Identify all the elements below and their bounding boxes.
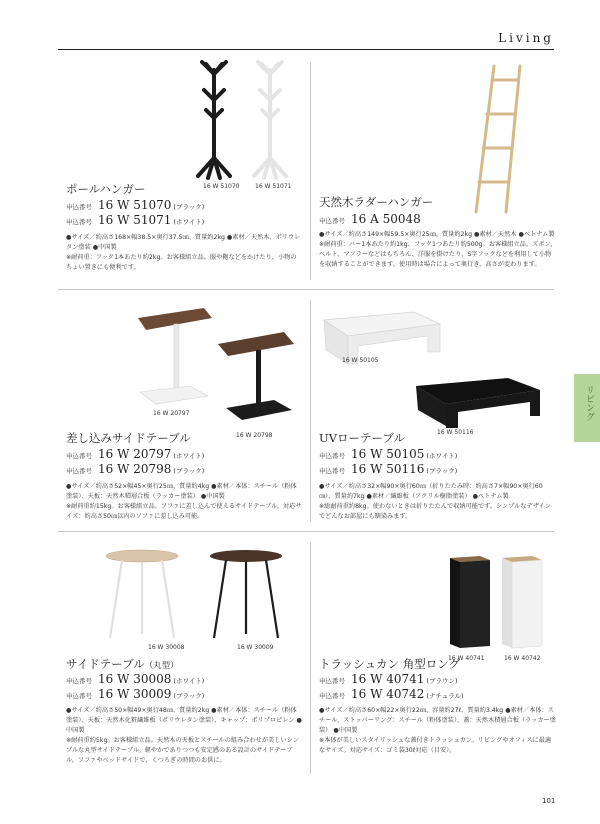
product-color: (ホワイト) (173, 452, 205, 460)
row-divider-2 (58, 531, 554, 532)
code-label: 申込番号 (66, 467, 92, 475)
product-code: 16 W 20797 (98, 447, 172, 461)
page-number: 101 (542, 797, 556, 805)
trash-can-illustration (446, 554, 546, 650)
round-side-table-illustration (100, 546, 300, 644)
product-title: サイドテーブル（丸型） (66, 657, 179, 671)
product-spec: ●サイズ／約高さ149×幅59.5×奥行25㎝、質量約2kg ●素材／天然木 ●ベトナム製 ※耐荷重：バー1本あたり約1kg、フック1つあたり約500g。お客様組立品。ズボン、ベルト、マフラーなどはもちろん、洋服を掛けたり、S字フックなどを利用して小物を収納することができます。使用時は場合によって奥行き、高さが変わります。 (319, 231, 557, 268)
image-label: 16 W 50116 (437, 429, 474, 436)
product-code-line (319, 447, 457, 461)
product-spec: ●サイズ／約高さ60×幅22×奥行22㎝、容量約27ℓ、質量約3.4kg ●素材／本体：スチール、ストッパーリング：スチール（粉体塗装）、蓋：天然木積層合板（ラッカー塗装） ●中国製 ※本体が美しいスタイリッシュな蓋付きトラッシュカン。リビングやオフィスに最適なサイズ。対応サイズ：ゴミ袋30ℓ対応（目安）。 (319, 707, 556, 754)
product-code-line (66, 462, 204, 476)
side-tab-label: リビング (584, 385, 594, 421)
trash-can-black-image (450, 556, 490, 648)
pole-hanger-white-image (254, 62, 286, 178)
image-label: 16 W 40742 (504, 655, 541, 662)
product-color: (ホワイト) (426, 452, 458, 460)
insert-side-table-black-image (218, 332, 294, 420)
code-label: 申込番号 (66, 452, 92, 460)
code-label: 申込番号 (66, 218, 92, 226)
page-title: Living (498, 31, 554, 45)
product-code: 16 W 51070 (98, 198, 172, 212)
product-title: 差し込みサイドテーブル (66, 431, 191, 445)
product-code: 16 W 50105 (351, 447, 425, 461)
uv-low-table-black-image (416, 378, 540, 428)
code-label: 申込番号 (319, 692, 345, 700)
product-code: 16 W 50116 (351, 462, 425, 476)
product-color: (ブラック) (173, 467, 205, 475)
product-code: 16 W 51071 (98, 213, 172, 227)
product-code-line (319, 212, 421, 226)
product-color: (ホワイト) (173, 218, 205, 226)
product-code-line (66, 687, 204, 701)
product-color: (ブラック) (173, 203, 205, 211)
image-label: 16 W 51070 (203, 183, 240, 190)
code-label: 申込番号 (66, 203, 92, 211)
column-divider-3 (310, 542, 311, 774)
round-side-table-black-image (210, 550, 282, 638)
product-spec: ●サイズ／約高さ52×幅45×奥行25㎝、質量約4kg ●素材／本体：スチール（粉体塗装）、天板：天然木積層合板（ラッカー塗装） ●中国製 ※耐荷重約15kg。お客様組立品。ソファに差し込んで使えるサイドテーブル。対応サイズ：約高さ50㎝以内のソファに差し込み可能。 (66, 483, 302, 520)
code-label: 申込番号 (319, 452, 345, 460)
product-code-line (66, 213, 204, 227)
row-divider-1 (58, 289, 554, 290)
product-color: (ブラウン) (426, 677, 458, 685)
code-label: 申込番号 (319, 677, 345, 685)
product-color: (ホワイト) (173, 677, 205, 685)
product-code: 16 W 30009 (98, 687, 172, 701)
product-spec: ●サイズ／約高さ50×幅49×奥行48㎝、質量約2kg ●素材／本体：スチール（粉体塗装）、天板：天然木化粧繊維板（ポリウレタン塗装）、キャップ：ポリプロピレン ●中国製 ※耐荷重約5kg。お客様組立品。天然木の天板とスチールの組み合わせが美しいシンプルな丸型サイドテーブル。軽やかでありつつも安定感のある設計のサイドテーブル。ソファやベッドサイドで、くつろぎの時間のお供に。 (66, 707, 302, 764)
product-color: (ナチュラル) (426, 692, 464, 700)
code-label: 申込番号 (66, 692, 92, 700)
pole-hanger-illustration (180, 58, 300, 182)
column-divider-2 (310, 300, 311, 522)
product-code-line (319, 687, 464, 701)
code-label: 申込番号 (66, 677, 92, 685)
product-code-line (319, 672, 457, 686)
pole-hanger-black-image (198, 62, 230, 178)
product-spec: ●サイズ／約高さ32×幅90×奥行60㎝（折りたたみ時：約高さ7×幅90×奥行60㎝）、質量約7kg ●素材／繊維板（アクリル樹脂塗装） ●ベトナム製 ※総耐荷重約8kg。使わないときは折りたたんで収納可能です。シンプルなデザインでどんなお部屋にも馴染みます。 (319, 483, 551, 520)
product-title: 天然木ラダーハンガー (319, 195, 434, 209)
product-color: (ブラック) (173, 692, 205, 700)
ladder-hanger-image (462, 62, 532, 214)
product-code: 16 W 40742 (351, 687, 425, 701)
product-spec: ●サイズ／約高さ168×幅38.5×奥行37.5㎝、質量約2kg ●素材／天然木、ポリウレタン塗装 ●中国製 ※耐荷重：フック1本あたり約2kg。お客様組立品。服や鞄などをかけたり、小物のちょい置きにも便利です。 (66, 234, 301, 271)
image-label: 16 W 20797 (153, 410, 190, 417)
image-label: 16 W 40741 (448, 655, 485, 662)
product-code: 16 W 30008 (98, 672, 172, 686)
product-code-line (66, 198, 204, 212)
product-code: 16 W 40741 (351, 672, 425, 686)
product-color: (ブラック) (426, 467, 458, 475)
product-code: 16 A 50048 (351, 212, 421, 226)
round-side-table-white-image (106, 550, 178, 638)
column-divider-1 (310, 62, 311, 280)
product-code: 16 W 20798 (98, 462, 172, 476)
product-code-line (66, 447, 204, 461)
insert-side-table-illustration (134, 304, 298, 422)
product-title: トラッシュカン 角型ロング (319, 657, 460, 671)
image-label: 16 W 50105 (342, 357, 379, 364)
image-label: 16 W 30008 (148, 644, 185, 651)
product-code-line (319, 462, 457, 476)
code-label: 申込番号 (319, 467, 345, 475)
uv-low-table-illustration (318, 306, 558, 438)
image-label: 16 W 20798 (236, 432, 273, 439)
insert-side-table-white-image (138, 308, 212, 404)
trash-can-white-image (502, 556, 542, 648)
image-label: 16 W 51071 (255, 183, 292, 190)
product-title: ポールハンガー (66, 182, 146, 196)
image-label: 16 W 30009 (237, 644, 274, 651)
code-label: 申込番号 (319, 217, 345, 225)
header-rule (58, 49, 554, 50)
product-code-line (66, 672, 204, 686)
product-title: UVローテーブル (319, 431, 405, 445)
